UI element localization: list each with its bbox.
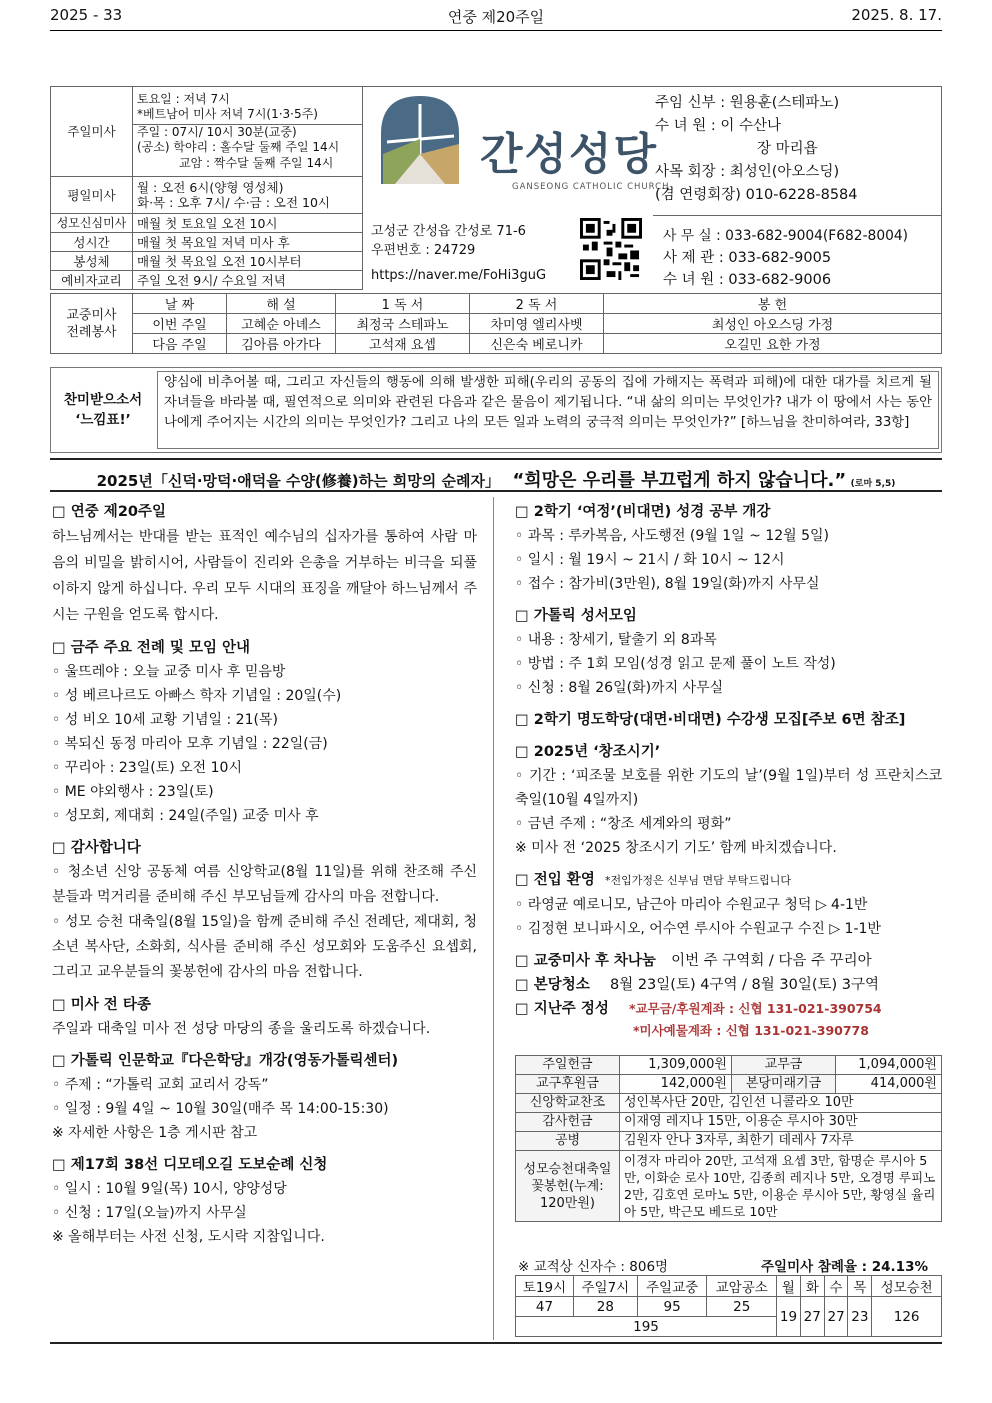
column-header: 날 짜 [133, 294, 227, 314]
table-cell: 고석재 요셉 [336, 334, 470, 354]
quote-text: 양심에 비추어볼 때, 그리고 자신들의 행동에 의해 발생한 피해(우리의 공동의 집에 가해지는 폭력과 피해)에 대한 대가를 치르게 될 자녀들을 바라볼 때, 필연적으로 의미와 관련된 다음과 같은 물음이 제기됩니다. “내 삶의 의미는 무엇인가? 내가 이 땅에서 사는 동안 나에게 주어지는 시간의 의미는 무엇인가? 그리고 나의 모든 일과 노력의 궁극적 의미는 무엇인가?” [하느님을 찬미하여라, 33항] [157, 371, 939, 449]
schedule-label: 예비자교리 [51, 271, 133, 290]
table-cell: 28 [573, 1297, 637, 1317]
list-item: ◦ 주제 : “가톨릭 교회 교리서 강독” [52, 1077, 269, 1093]
account-number: *미사예물계좌 : 신협 131-021-390778 [633, 1023, 869, 1038]
table-cell: 성모승천대축일 꽃봉헌(누계: 120만원) [516, 1151, 620, 1222]
table-cell: 교구후원금 [516, 1075, 620, 1094]
schedule-label: 봉성체 [51, 252, 133, 271]
table-cell: 95 [637, 1297, 707, 1317]
table-cell: 142,000원 [620, 1075, 732, 1094]
sunday-mass-times: 토요일 : 저녁 7시 *베트남어 미사 저녁 7시(1·3·5주) 주일 : 07시/ 10시 30분(교중) (공소) 학야리 : 홀수달 둘째 주일 14시 교암 : 짝수달 둘째 주일 14시 [133, 87, 363, 177]
column-header: 2 독 서 [470, 294, 604, 314]
list-item: ◦ 울뜨레야 : 오늘 교중 미사 후 믿음방 [52, 664, 286, 680]
list-item: ◦ 신청 : 17일(오늘)까지 사무실 [52, 1205, 247, 1221]
list-item: ◦ ME 야외행사 : 23일(토) [52, 784, 214, 800]
section-title: □ 2025년 ‘창조시기’ [515, 744, 661, 760]
column-header: 월 [777, 1276, 801, 1297]
column-divider [493, 497, 494, 1340]
section-title: □ 미사 전 타종 [52, 997, 151, 1013]
list-item: ◦ 일시 : 10월 9일(목) 10시, 양양성당 [52, 1181, 287, 1197]
church-url[interactable]: https://naver.me/FoHi3guG [371, 268, 547, 283]
top-rule [50, 30, 942, 31]
mass-schedule-table [50, 86, 363, 290]
sister: 장 마리욥 [757, 141, 818, 157]
table-cell: 교무금 [732, 1056, 836, 1075]
section-text: 주일과 대축일 미사 전 성당 마당의 종을 울리도록 하겠습니다. [52, 1021, 431, 1037]
section-title: □ 가톨릭 성서모임 [515, 608, 637, 624]
sunday-mass-label: 주일미사 [51, 87, 133, 177]
issue-date: 2025. 8. 17. [851, 6, 942, 24]
liturgy-label: 교중미사 전례봉사 [51, 294, 133, 354]
table-cell: 414,000원 [836, 1075, 942, 1094]
sunday-total: 195 [516, 1317, 777, 1337]
list-item: ◦ 내용 : 창세기, 탈출기 외 8과목 [515, 632, 717, 648]
column-header: 목 [848, 1276, 872, 1297]
banner-reference: (로마 5,5) [850, 479, 896, 489]
column-header: 교암공소 [707, 1276, 777, 1297]
column-header: 봉 헌 [604, 294, 942, 314]
column-header: 화 [800, 1276, 824, 1297]
list-item: ◦ 꾸리아 : 23일(토) 오전 10시 [52, 760, 242, 776]
column-header: 수 [824, 1276, 848, 1297]
jubilee-banner [50, 458, 942, 492]
table-cell: 주일헌금 [516, 1056, 620, 1075]
section-title: □ 전입 환영 *전입가정은 신부님 면담 부탁드립니다 [515, 872, 791, 888]
table-cell: 최성인 아오스딩 가정 [604, 314, 942, 334]
section-title: □ 2학기 명도학당(대면·비대면) 수강생 모집[주보 6면 참조] [515, 712, 906, 728]
rectory-phone[interactable]: 사 제 관 : 033-682-9005 [663, 250, 832, 266]
liturgy-service-table [50, 293, 942, 354]
top-header [50, 4, 942, 28]
schedule-value: 매월 첫 목요일 저녁 미사 후 [133, 233, 363, 252]
table-cell: 감사헌금 [516, 1113, 620, 1132]
pastor: 주임 신부 : 원용훈(스테파노) [655, 95, 840, 111]
church-logo-icon [379, 94, 461, 186]
list-item: ◦ 일정 : 9월 4일 ~ 10월 30일(매주 목 14:00-15:30) [52, 1101, 389, 1117]
table-cell: 다음 주일 [133, 334, 227, 354]
council-president: 사목 회장 : 최성인(아오스딩) [655, 164, 840, 180]
list-item: ◦ 금년 주제 : “창조 세계와의 평화” [515, 816, 732, 832]
list-item: ◦ 복되신 동정 마리아 모후 기념일 : 22일(금) [52, 736, 328, 752]
section-title: □ 지난주 정성 *교무금/후원계좌 : 신협 131-021-390754 [515, 1001, 882, 1017]
section-title: □ 금주 주요 전례 및 모임 안내 [52, 640, 251, 656]
issue-number: 2025 - 33 [50, 6, 123, 24]
section-title: □ 2학기 ‘여정’(비대면) 성경 공부 개강 [515, 504, 771, 520]
church-name-logo: 간성성당 [480, 129, 659, 180]
table-cell: 본당미래기금 [732, 1075, 836, 1094]
bottom-rule [50, 1342, 942, 1344]
column-header: 성모승천 [872, 1276, 942, 1297]
section-title: □ 본당청소 8월 23일(토) 4구역 / 8월 30일(토) 3구역 [515, 977, 880, 993]
section-text: ◦ 청소년 신앙 공동체 여름 신앙학교(8월 11일)를 위해 찬조해 주신 분들과 먹거리를 준비해 주신 부모님들께 감사의 마음 전합니다. [52, 864, 477, 905]
table-cell: 오길민 요한 가정 [604, 334, 942, 354]
table-cell: 이번 주일 [133, 314, 227, 334]
table-cell: 공병 [516, 1132, 620, 1151]
members-count: ※ 교적상 신자수 : 806명 [518, 1259, 669, 1275]
phone-list [663, 225, 908, 291]
table-cell: 신앙학교찬조 [516, 1094, 620, 1113]
schedule-label: 성시간 [51, 233, 133, 252]
schedule-value: 매월 첫 목요일 오전 10시부터 [133, 252, 363, 271]
list-item: ◦ 방법 : 주 1회 모임(성경 읽고 문제 풀이 노트 작성) [515, 656, 836, 672]
list-item: ※ 자세한 사항은 1층 게시판 참고 [52, 1125, 258, 1141]
section-title: □ 교중미사 후 차나눔 이번 주 구역회 / 다음 주 꾸리아 [515, 953, 872, 969]
laudato-si-box [50, 367, 942, 453]
section-title: □ 가톨릭 인문학교『다은학당』개강(영동가톨릭센터) [52, 1053, 399, 1069]
sister: 수 녀 원 : 이 수산나 [655, 118, 781, 134]
postal-code: 우편번호 : 24729 [371, 243, 476, 258]
address-line: 고성군 간성읍 간성로 71-6 [371, 224, 526, 239]
table-cell: 126 [872, 1297, 942, 1337]
table-cell: 김원자 안나 3자루, 최한기 데레사 7자루 [620, 1132, 942, 1151]
schedule-value: 매월 첫 토요일 오전 10시 [133, 214, 363, 233]
section-text: ◦ 성모 승천 대축일(8월 15일)을 함께 준비해 주신 전례단, 제대회, 청소년 복사단, 소화회, 식사를 준비해 주신 성모회와 도움주신 요셉회, 그리고 교우분들의 꽃봉헌에 감사의 마음 전합니다. [52, 914, 477, 980]
contact-divider [653, 215, 942, 216]
section-title: □ 제17회 38선 디모테오길 도보순례 신청 [52, 1157, 328, 1173]
list-item: ◦ 성모회, 제대회 : 24일(주일) 교중 미사 후 [52, 808, 319, 824]
table-cell: 최정국 스테파노 [336, 314, 470, 334]
list-item: ◦ 과목 : 루카복음, 사도행전 (9월 1일 ~ 12월 5일) [515, 528, 830, 544]
list-item: ◦ 기간 : ‘피조물 보호를 위한 기도의 날’(9월 1일)부터 성 프란치스코 축일(10월 4일까지) [515, 768, 942, 808]
schedule-label: 성모신심미사 [51, 214, 133, 233]
account-number: *교무금/후원계좌 : 신협 131-021-390754 [629, 1001, 882, 1016]
table-cell: 신은숙 베로니카 [470, 334, 604, 354]
attendance-table [515, 1275, 942, 1337]
quote-label: 찬미받으소서 ‘느낌표!’ [63, 392, 143, 428]
table-cell: 47 [516, 1297, 574, 1317]
office-phone[interactable]: 사 무 실 : 033-682-9004(F682-8004) [663, 228, 909, 244]
left-column [52, 500, 477, 1249]
column-header: 주일교중 [637, 1276, 707, 1297]
qr-code-icon[interactable] [580, 218, 642, 280]
attendance-summary [518, 1255, 942, 1275]
list-item: ◦ 일시 : 월 19시 ~ 21시 / 화 10시 ~ 12시 [515, 552, 785, 568]
weekday-mass-label: 평일미사 [51, 177, 133, 214]
table-cell: 27 [824, 1297, 848, 1337]
table-cell: 고혜순 아녜스 [227, 314, 336, 334]
liturgical-week: 연중 제20주일 [447, 8, 545, 26]
banner-motto: “희망은 우리를 부끄럽게 하지 않습니다.” [512, 470, 847, 491]
offering-table [515, 1055, 942, 1222]
list-item: ◦ 접수 : 참가비(3만원), 8월 19일(화)까지 사무실 [515, 576, 820, 592]
list-item: ◦ 성 베르나르도 아빠스 학자 기념일 : 20일(수) [52, 688, 342, 704]
table-cell: 차미영 엘리사벳 [470, 314, 604, 334]
banner-theme: 2025년「신덕·망덕·애덕을 수양(修養)하는 희망의 순례자」 [96, 472, 500, 490]
council-phone: (겸 연령회장) 010-6228-8584 [655, 187, 858, 203]
table-cell: 김아름 아가다 [227, 334, 336, 354]
table-cell: 이경자 마리아 20만, 고석재 요셉 3만, 함명순 루시아 5만, 이화순 로사 10만, 김종희 레지나 5만, 오경명 루피노 2만, 김호연 로마노 5만, 이용순 루시아 5만, 황영실 율리아 5만, 박근모 베드로 10만 [620, 1151, 942, 1222]
list-item: ◦ 성 비오 10세 교황 기념일 : 21(목) [52, 712, 278, 728]
table-cell: 1,094,000원 [836, 1056, 942, 1075]
table-cell: 23 [848, 1297, 872, 1337]
table-cell: 이재영 레지나 15만, 이용순 루시아 30만 [620, 1113, 942, 1132]
list-item: ※ 올해부터는 사전 신청, 도시락 지참입니다. [52, 1229, 325, 1245]
attendance-rate: 주일미사 참례율 : 24.13% [760, 1259, 928, 1275]
list-item: ◦ 신청 : 8월 26일(화)까지 사무실 [515, 680, 724, 696]
section-title: □ 연중 제20주일 [52, 504, 167, 520]
schedule-value: 주일 오전 9시/ 수요일 저녁 [133, 271, 363, 290]
section-title: □ 감사합니다 [52, 840, 141, 856]
table-cell: 25 [707, 1297, 777, 1317]
list-item: ◦ 라영균 예로니모, 남근아 마리아 수원교구 청덕 ▷ 4-1반 [515, 897, 868, 913]
weekday-mass-times: 월 : 오전 6시(양형 영성체) 화·목 : 오후 7시/ 수·금 : 오전 10시 [133, 177, 363, 214]
staff-list [655, 92, 858, 207]
table-cell: 성인복사단 20만, 김인선 니콜라오 10만 [620, 1094, 942, 1113]
church-name-english: GANSEONG CATHOLIC CHURCH [512, 182, 670, 192]
convent-phone[interactable]: 수 녀 원 : 033-682-9006 [663, 272, 832, 288]
right-column [515, 500, 942, 1041]
church-address [371, 222, 546, 285]
column-header: 해 설 [227, 294, 336, 314]
table-cell: 1,309,000원 [620, 1056, 732, 1075]
column-header: 토19시 [516, 1276, 574, 1297]
table-cell: 27 [800, 1297, 824, 1337]
column-header: 주일7시 [573, 1276, 637, 1297]
table-cell: 19 [777, 1297, 801, 1337]
section-text: 하느님께서는 반대를 받는 표적인 예수님의 십자가를 통하여 사람 마음의 비밀을 밝히시어, 사람들이 진리와 은총을 거부하는 비극을 되풀이하지 않게 하십니다. 우리 모두 시대의 표징을 깨달아 하느님께서 주시는 구원을 얻도록 합시다. [52, 529, 477, 623]
list-item: ◦ 김정현 보니파시오, 어수연 루시아 수원교구 수진 ▷ 1-1반 [515, 921, 881, 937]
column-header: 1 독 서 [336, 294, 470, 314]
list-item: ※ 미사 전 ‘2025 창조시기 기도’ 함께 바치겠습니다. [515, 840, 837, 856]
